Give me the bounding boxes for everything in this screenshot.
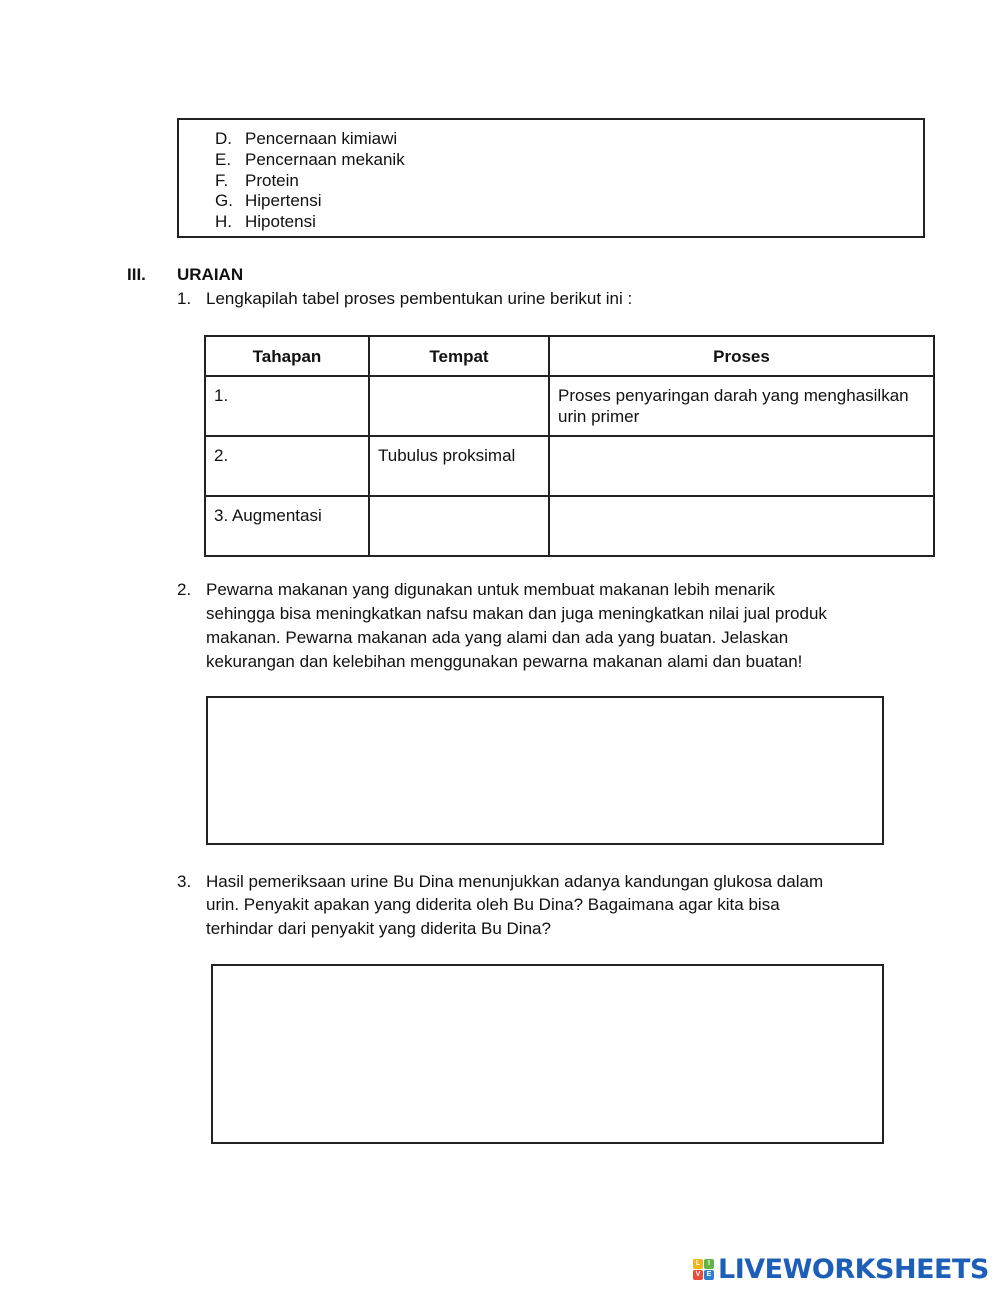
option-letter: F. (215, 171, 229, 190)
question-3-line: terhindar dari penyakit yang diderita Bu Dina? (206, 919, 551, 938)
table-cell-tempat-input[interactable] (369, 496, 549, 556)
option-item (215, 190, 322, 211)
option-item (215, 211, 316, 232)
question-1-text: Lengkapilah tabel proses pembentukan urine berikut ini : (206, 289, 633, 308)
option-letter: E. (215, 150, 232, 169)
section-number: III. (127, 265, 146, 284)
answer-box-question-3[interactable] (211, 964, 884, 1144)
option-text: Hipotensi (245, 212, 316, 231)
logo-tile-e: E (704, 1270, 714, 1280)
table-cell-proses-input[interactable] (549, 496, 934, 556)
table-row (205, 436, 934, 496)
table-cell-tempat: Tubulus proksimal (369, 436, 549, 496)
liveworksheets-logo-icon (693, 1259, 714, 1280)
question-2-line: sehingga bisa meningkatkan nafsu makan dan juga meningkatkan nilai jual produk (206, 604, 827, 623)
option-item (215, 170, 299, 191)
table-cell-tahapan: 1. (205, 376, 369, 436)
options-box (177, 118, 925, 238)
table-cell-proses-input[interactable] (549, 436, 934, 496)
section-title: URAIAN (177, 265, 244, 284)
table-header-tahapan: Tahapan (205, 336, 369, 376)
table-header-row (205, 336, 934, 376)
option-letter: G. (215, 191, 233, 210)
answer-box-question-2[interactable] (206, 696, 884, 845)
question-1-number: 1. (177, 289, 192, 308)
logo-text: LIVEWORKSHEETS (718, 1253, 989, 1285)
logo-tile-v: V (693, 1270, 703, 1280)
table-cell-proses: Proses penyaringan darah yang menghasilkan urin primer (549, 376, 934, 436)
table-cell-tahapan: 3. Augmentasi (205, 496, 369, 556)
option-letter: H. (215, 212, 232, 231)
table-header-proses: Proses (549, 336, 934, 376)
question-3-line: Hasil pemeriksaan urine Bu Dina menunjukkan adanya kandungan glukosa dalam (206, 872, 824, 891)
option-text: Protein (245, 171, 299, 190)
option-item (215, 128, 397, 149)
question-3-number: 3. (177, 872, 192, 891)
option-text: Pencernaan kimiawi (245, 129, 398, 148)
option-letter: D. (215, 129, 232, 148)
option-item (215, 149, 405, 170)
question-2-line: makanan. Pewarna makanan ada yang alami dan ada yang buatan. Jelaskan (206, 628, 789, 647)
table-row (205, 376, 934, 436)
option-text: Pencernaan mekanik (245, 150, 405, 169)
question-2-line: kekurangan dan kelebihan menggunakan pewarna makanan alami dan buatan! (206, 652, 803, 671)
logo-tile-i: I (704, 1259, 714, 1269)
option-text: Hipertensi (245, 191, 322, 210)
table-row (205, 496, 934, 556)
table-header-tempat: Tempat (369, 336, 549, 376)
logo-tile-l: L (693, 1259, 703, 1269)
question-2-number: 2. (177, 580, 192, 599)
liveworksheets-logo[interactable] (693, 1253, 989, 1285)
urine-process-table (204, 335, 935, 557)
table-cell-tempat-input[interactable] (369, 376, 549, 436)
table-cell-tahapan[interactable]: 2. (205, 436, 369, 496)
question-2-line: Pewarna makanan yang digunakan untuk membuat makanan lebih menarik (206, 580, 775, 599)
question-3-line: urin. Penyakit apakan yang diderita oleh Bu Dina? Bagaimana agar kita bisa (206, 895, 780, 914)
